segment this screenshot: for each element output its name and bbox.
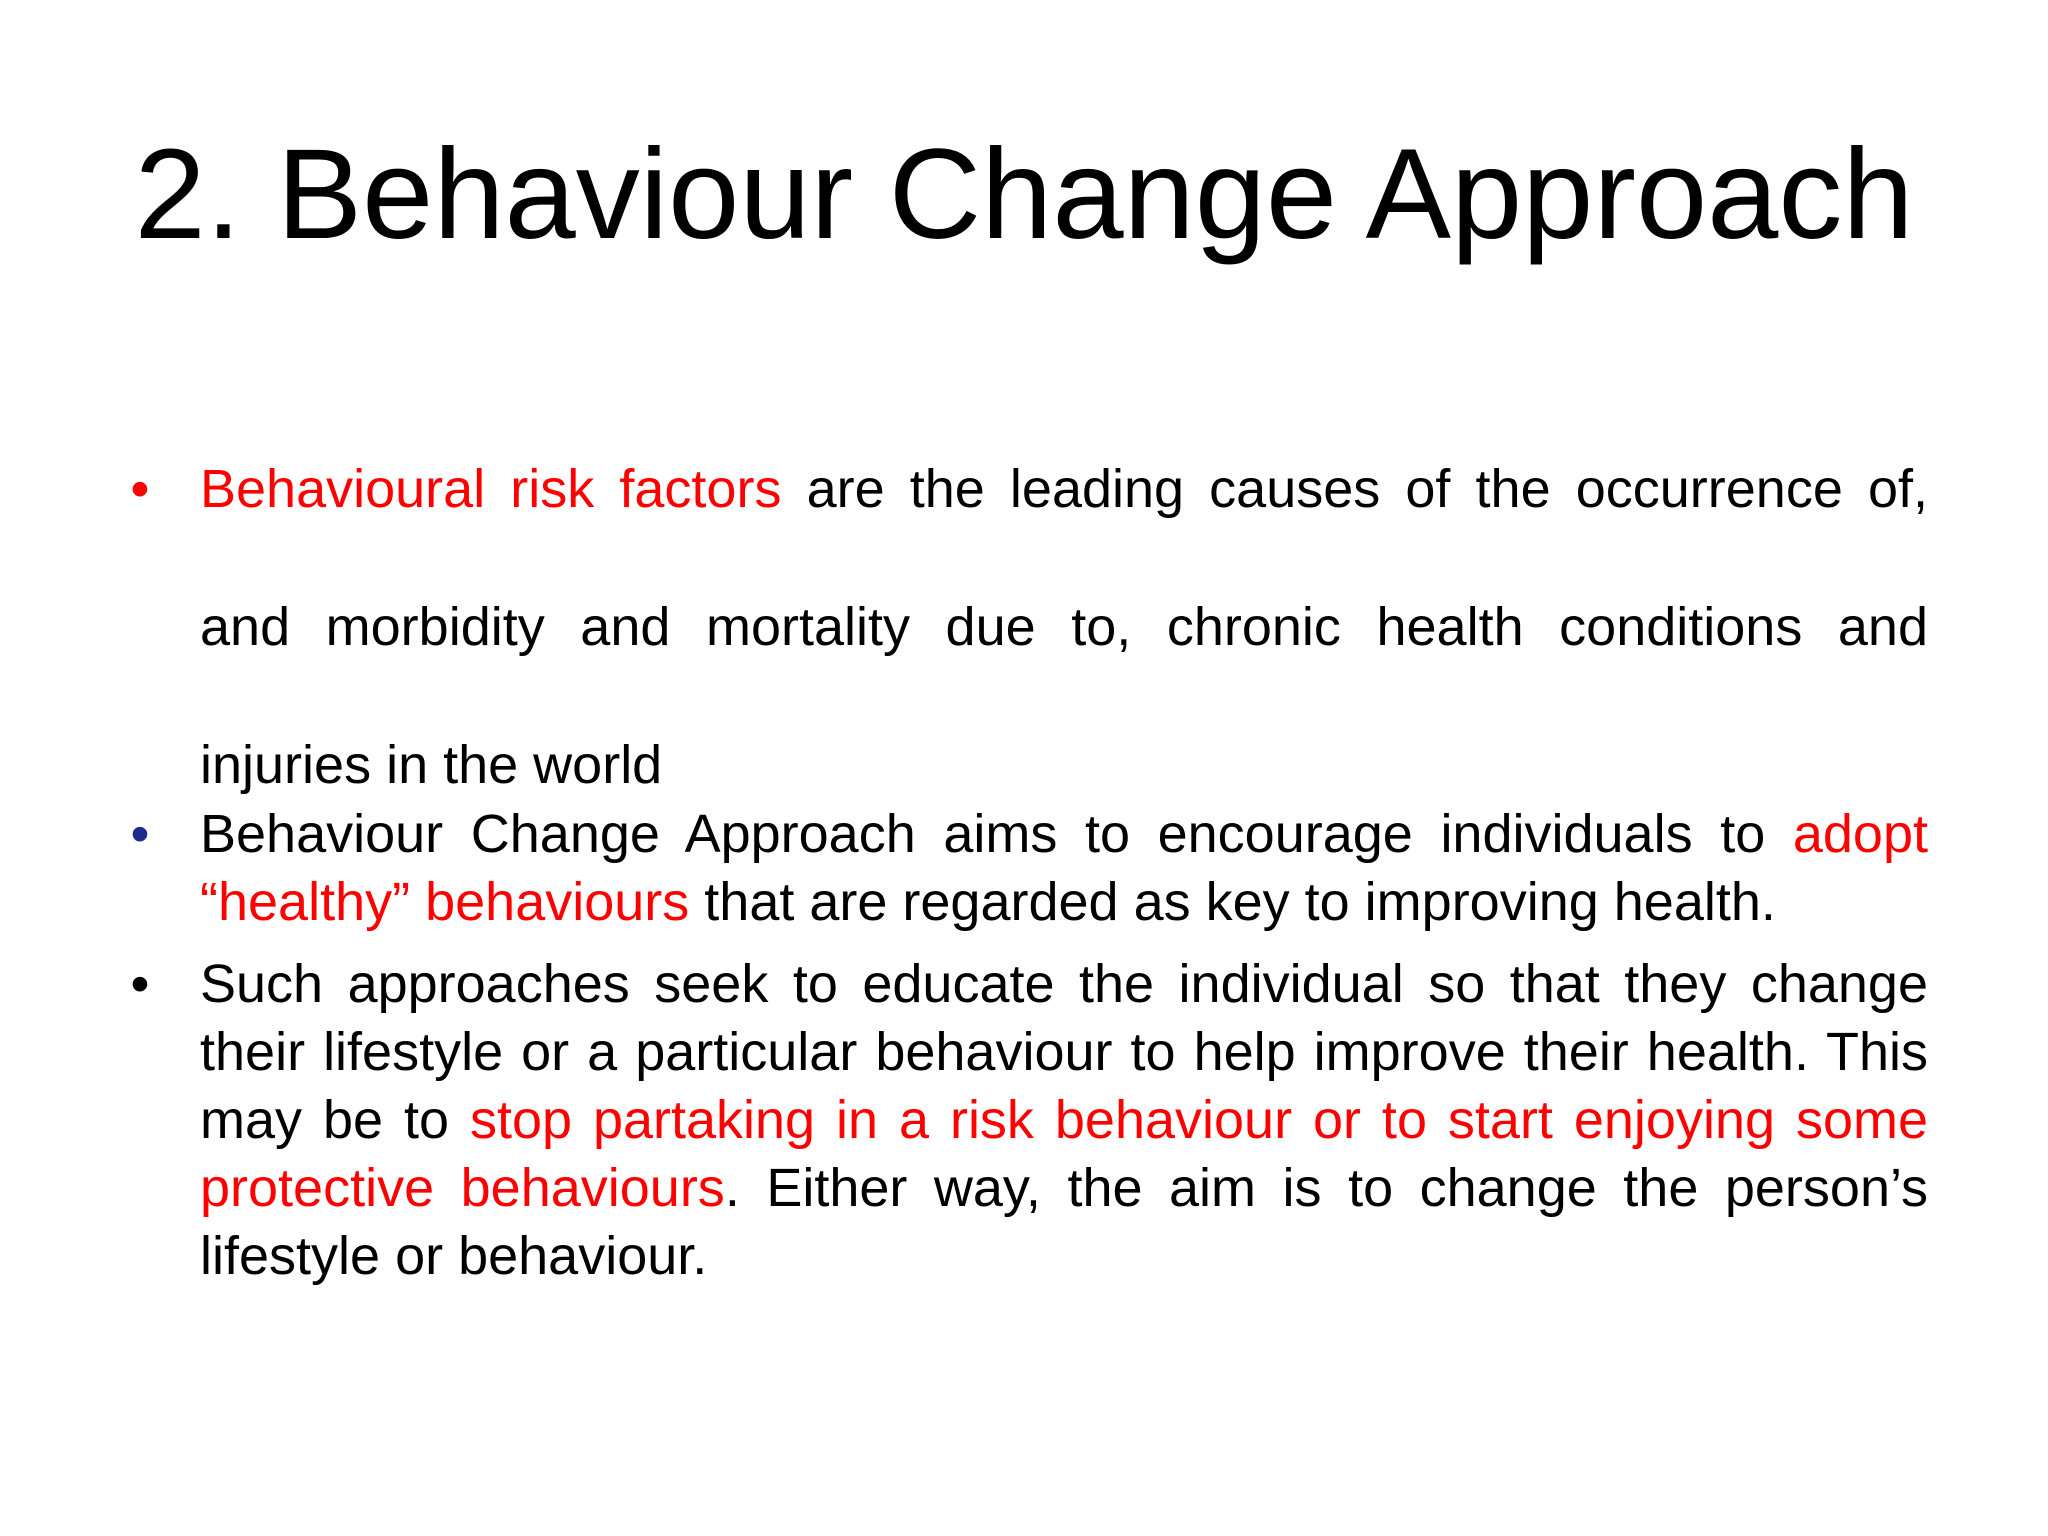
bullet-marker: •: [130, 459, 150, 519]
body-text: Behaviour Change Approach aims to encourage individuals to: [200, 804, 1793, 864]
body-text: that are regarded as key to improving health.: [689, 872, 1776, 932]
body-text: . Either way, the aim is to change the person’s lifestyle or behaviour.: [200, 1158, 1929, 1286]
bullet-marker: •: [130, 954, 150, 1014]
bullet-item-1: [130, 420, 1928, 834]
bullet-marker: •: [130, 804, 150, 864]
bullet-item-3: [130, 950, 1929, 1290]
body-text: are the leading causes of the occurrence of, and morbidity and mortality due to, chronic health conditions and injuries in the world: [200, 459, 1928, 795]
highlighted-text: adopt “healthy” behaviours: [200, 804, 1928, 932]
slide-title: 2. Behaviour Change Approach: [134, 123, 1914, 266]
highlighted-text: Behavioural risk factors: [200, 459, 782, 519]
bullet-item-2: [130, 800, 1928, 936]
body-text: Such approaches seek to educate the individual so that they change their lifestyle or a particular behaviour to help improve their health. This may be to: [200, 954, 1928, 1150]
highlighted-text: stop partaking in a risk behaviour or to start enjoying some protective behaviours: [200, 1090, 1929, 1218]
